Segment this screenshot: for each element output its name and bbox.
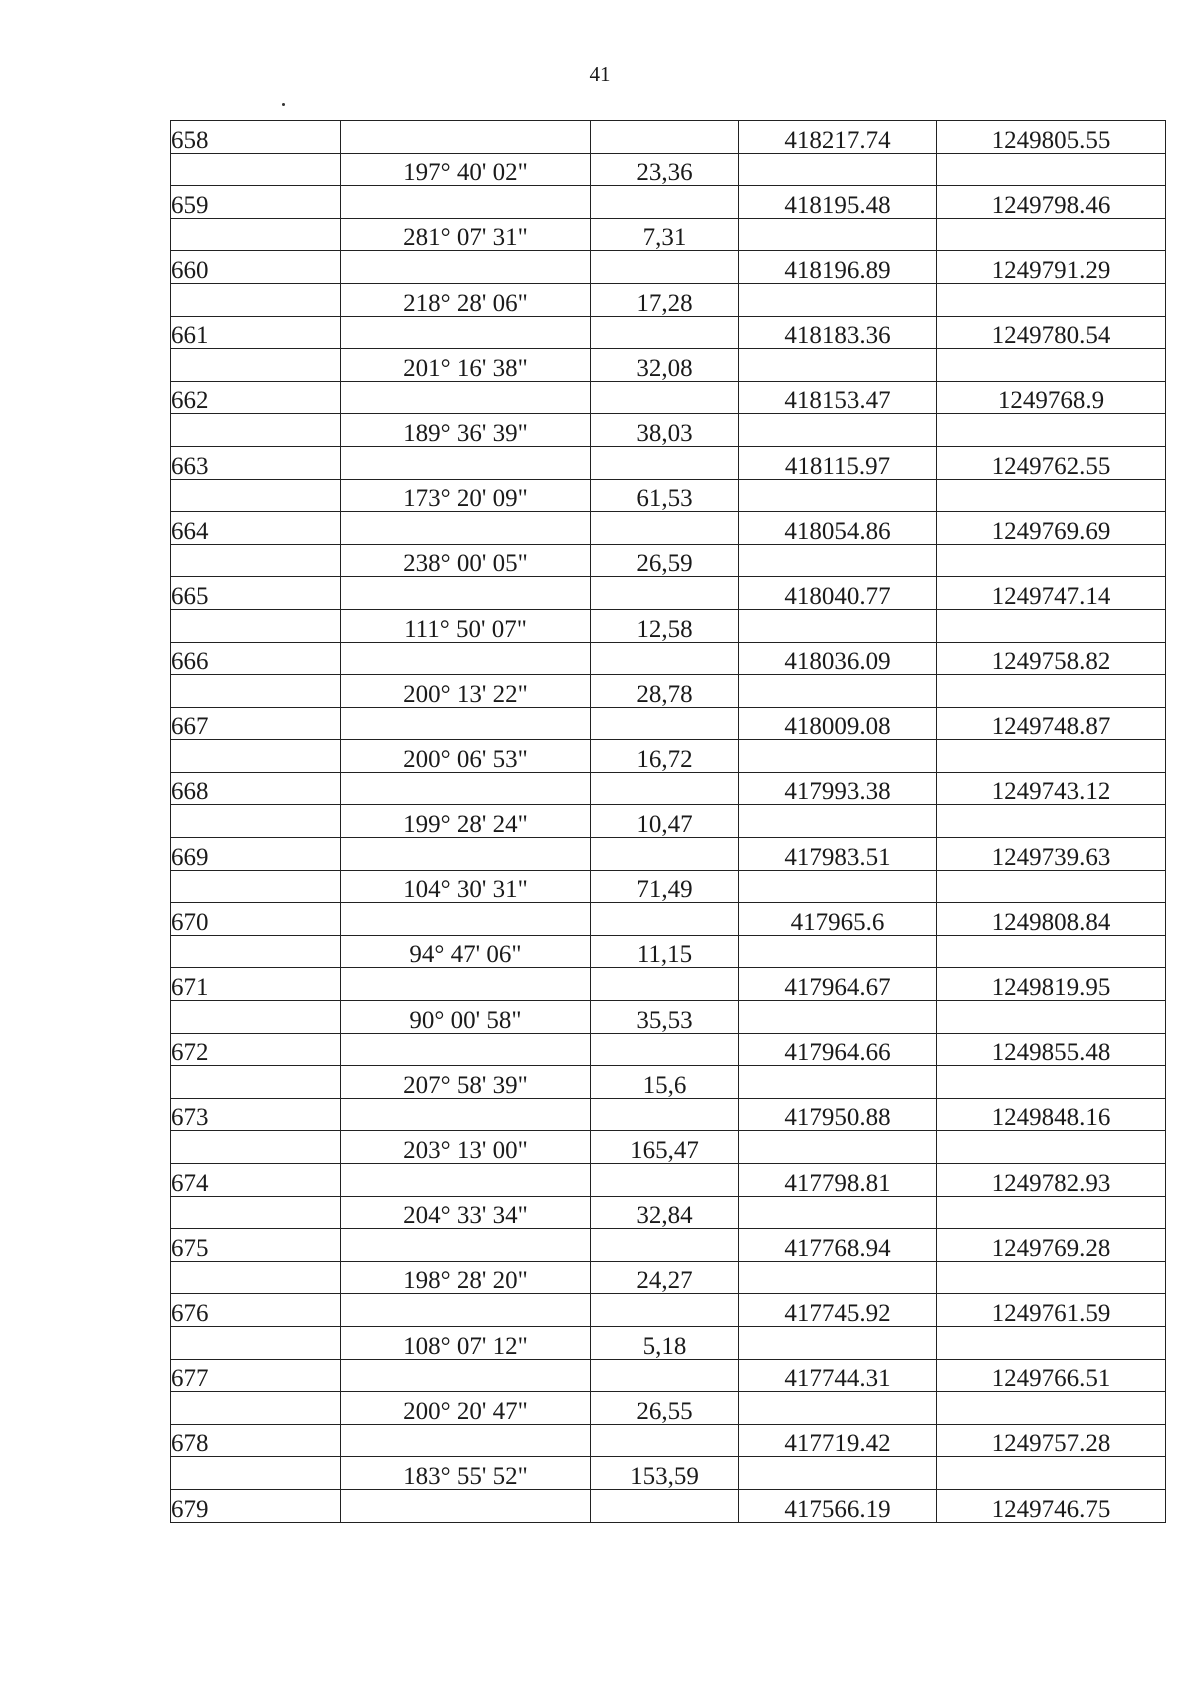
bearing-angle-cell	[341, 1164, 591, 1197]
point-number-cell: 674	[171, 1164, 341, 1197]
table-row	[171, 1033, 1166, 1066]
y-coordinate-cell	[937, 1392, 1166, 1425]
table-row	[171, 446, 1166, 479]
y-coordinate-cell: 1249747.14	[937, 577, 1166, 610]
x-coordinate-cell: 417745.92	[739, 1294, 937, 1327]
y-coordinate-cell	[937, 1001, 1166, 1034]
table-row	[171, 381, 1166, 414]
table-row	[171, 1164, 1166, 1197]
table-row	[171, 772, 1166, 805]
y-coordinate-cell: 1249762.55	[937, 446, 1166, 479]
distance-cell	[591, 1164, 739, 1197]
distance-cell	[591, 1489, 739, 1522]
point-number-cell: 675	[171, 1229, 341, 1262]
distance-cell	[591, 968, 739, 1001]
point-number-cell	[171, 609, 341, 642]
bearing-angle-cell	[341, 772, 591, 805]
bearing-angle-cell	[341, 446, 591, 479]
x-coordinate-cell	[739, 1457, 937, 1490]
y-coordinate-cell	[937, 1326, 1166, 1359]
x-coordinate-cell	[739, 153, 937, 186]
point-number-cell	[171, 544, 341, 577]
bearing-angle-cell: 197° 40' 02"	[341, 153, 591, 186]
bearing-angle-cell: 173° 20' 09"	[341, 479, 591, 512]
table-row	[171, 512, 1166, 545]
distance-cell: 15,6	[591, 1066, 739, 1099]
bearing-angle-cell	[341, 1229, 591, 1262]
point-number-cell: 668	[171, 772, 341, 805]
table-row	[171, 577, 1166, 610]
bearing-angle-cell: 111° 50' 07"	[341, 609, 591, 642]
y-coordinate-cell: 1249739.63	[937, 838, 1166, 871]
bearing-angle-cell	[341, 512, 591, 545]
table-row	[171, 479, 1166, 512]
point-number-cell: 667	[171, 707, 341, 740]
y-coordinate-cell: 1249746.75	[937, 1489, 1166, 1522]
y-coordinate-cell: 1249782.93	[937, 1164, 1166, 1197]
x-coordinate-cell: 418153.47	[739, 381, 937, 414]
point-number-cell	[171, 1066, 341, 1099]
distance-cell	[591, 1359, 739, 1392]
distance-cell: 26,59	[591, 544, 739, 577]
point-number-cell	[171, 1001, 341, 1034]
x-coordinate-cell: 417964.66	[739, 1033, 937, 1066]
x-coordinate-cell: 418009.08	[739, 707, 937, 740]
distance-cell	[591, 1424, 739, 1457]
distance-cell	[591, 251, 739, 284]
point-number-cell: 678	[171, 1424, 341, 1457]
x-coordinate-cell	[739, 479, 937, 512]
point-number-cell: 669	[171, 838, 341, 871]
y-coordinate-cell: 1249769.69	[937, 512, 1166, 545]
distance-cell: 23,36	[591, 153, 739, 186]
y-coordinate-cell: 1249819.95	[937, 968, 1166, 1001]
bearing-angle-cell	[341, 968, 591, 1001]
distance-cell	[591, 772, 739, 805]
table-row	[171, 740, 1166, 773]
table-row	[171, 1229, 1166, 1262]
point-number-cell	[171, 1326, 341, 1359]
bearing-angle-cell: 108° 07' 12"	[341, 1326, 591, 1359]
bearing-angle-cell	[341, 121, 591, 154]
x-coordinate-cell	[739, 1392, 937, 1425]
point-number-cell: 673	[171, 1098, 341, 1131]
table-row	[171, 707, 1166, 740]
point-number-cell	[171, 1457, 341, 1490]
distance-cell	[591, 903, 739, 936]
distance-cell: 165,47	[591, 1131, 739, 1164]
x-coordinate-cell: 417993.38	[739, 772, 937, 805]
bearing-angle-cell	[341, 1489, 591, 1522]
x-coordinate-cell	[739, 740, 937, 773]
x-coordinate-cell: 418183.36	[739, 316, 937, 349]
bearing-angle-cell	[341, 1424, 591, 1457]
point-number-cell	[171, 675, 341, 708]
table-row	[171, 1457, 1166, 1490]
point-number-cell: 676	[171, 1294, 341, 1327]
table-row	[171, 414, 1166, 447]
table-row	[171, 870, 1166, 903]
point-number-cell	[171, 1196, 341, 1229]
distance-cell: 32,84	[591, 1196, 739, 1229]
y-coordinate-cell: 1249766.51	[937, 1359, 1166, 1392]
y-coordinate-cell	[937, 1131, 1166, 1164]
bearing-angle-cell: 183° 55' 52"	[341, 1457, 591, 1490]
x-coordinate-cell	[739, 1196, 937, 1229]
table-row	[171, 838, 1166, 871]
table-row	[171, 1066, 1166, 1099]
y-coordinate-cell: 1249855.48	[937, 1033, 1166, 1066]
table-row	[171, 968, 1166, 1001]
point-number-cell	[171, 479, 341, 512]
bearing-angle-cell: 200° 06' 53"	[341, 740, 591, 773]
bearing-angle-cell: 201° 16' 38"	[341, 349, 591, 382]
y-coordinate-cell: 1249743.12	[937, 772, 1166, 805]
table-row	[171, 805, 1166, 838]
bearing-angle-cell: 199° 28' 24"	[341, 805, 591, 838]
x-coordinate-cell: 418115.97	[739, 446, 937, 479]
point-number-cell	[171, 1392, 341, 1425]
y-coordinate-cell	[937, 805, 1166, 838]
point-number-cell: 665	[171, 577, 341, 610]
y-coordinate-cell	[937, 349, 1166, 382]
table-row	[171, 1424, 1166, 1457]
bearing-angle-cell: 198° 28' 20"	[341, 1261, 591, 1294]
bearing-angle-cell: 104° 30' 31"	[341, 870, 591, 903]
distance-cell: 61,53	[591, 479, 739, 512]
x-coordinate-cell	[739, 1066, 937, 1099]
bearing-angle-cell: 218° 28' 06"	[341, 283, 591, 316]
point-number-cell: 671	[171, 968, 341, 1001]
x-coordinate-cell: 417719.42	[739, 1424, 937, 1457]
table-row	[171, 1359, 1166, 1392]
distance-cell: 5,18	[591, 1326, 739, 1359]
y-coordinate-cell	[937, 283, 1166, 316]
distance-cell	[591, 446, 739, 479]
x-coordinate-cell	[739, 609, 937, 642]
point-number-cell	[171, 805, 341, 838]
point-number-cell: 672	[171, 1033, 341, 1066]
table-row	[171, 283, 1166, 316]
table-row	[171, 251, 1166, 284]
bearing-angle-cell: 200° 13' 22"	[341, 675, 591, 708]
point-number-cell	[171, 283, 341, 316]
y-coordinate-cell	[937, 740, 1166, 773]
bearing-angle-cell: 90° 00' 58"	[341, 1001, 591, 1034]
distance-cell	[591, 642, 739, 675]
bearing-angle-cell	[341, 1098, 591, 1131]
bearing-angle-cell	[341, 903, 591, 936]
x-coordinate-cell: 418195.48	[739, 186, 937, 219]
point-number-cell: 670	[171, 903, 341, 936]
bearing-angle-cell	[341, 1033, 591, 1066]
point-number-cell	[171, 935, 341, 968]
distance-cell	[591, 707, 739, 740]
y-coordinate-cell: 1249798.46	[937, 186, 1166, 219]
table-row	[171, 935, 1166, 968]
point-number-cell: 666	[171, 642, 341, 675]
y-coordinate-cell: 1249758.82	[937, 642, 1166, 675]
bearing-angle-cell	[341, 316, 591, 349]
coordinates-table	[170, 120, 1166, 1523]
x-coordinate-cell: 417744.31	[739, 1359, 937, 1392]
y-coordinate-cell: 1249748.87	[937, 707, 1166, 740]
y-coordinate-cell	[937, 1066, 1166, 1099]
point-number-cell	[171, 870, 341, 903]
y-coordinate-cell	[937, 544, 1166, 577]
distance-cell: 38,03	[591, 414, 739, 447]
point-number-cell: 659	[171, 186, 341, 219]
table-row	[171, 1098, 1166, 1131]
distance-cell: 10,47	[591, 805, 739, 838]
coordinates-table-body	[171, 121, 1166, 1523]
distance-cell	[591, 316, 739, 349]
y-coordinate-cell	[937, 609, 1166, 642]
table-row	[171, 153, 1166, 186]
x-coordinate-cell: 418054.86	[739, 512, 937, 545]
table-row	[171, 1392, 1166, 1425]
table-row	[171, 544, 1166, 577]
distance-cell	[591, 577, 739, 610]
x-coordinate-cell	[739, 283, 937, 316]
y-coordinate-cell: 1249805.55	[937, 121, 1166, 154]
table-row	[171, 186, 1166, 219]
y-coordinate-cell: 1249768.9	[937, 381, 1166, 414]
bearing-angle-cell	[341, 1359, 591, 1392]
table-row	[171, 349, 1166, 382]
distance-cell	[591, 512, 739, 545]
bearing-angle-cell: 238° 00' 05"	[341, 544, 591, 577]
distance-cell: 7,31	[591, 218, 739, 251]
x-coordinate-cell	[739, 1001, 937, 1034]
bearing-angle-cell	[341, 642, 591, 675]
x-coordinate-cell: 417768.94	[739, 1229, 937, 1262]
bearing-angle-cell	[341, 577, 591, 610]
distance-cell: 71,49	[591, 870, 739, 903]
table-row	[171, 1489, 1166, 1522]
distance-cell: 11,15	[591, 935, 739, 968]
distance-cell: 35,53	[591, 1001, 739, 1034]
x-coordinate-cell: 417798.81	[739, 1164, 937, 1197]
y-coordinate-cell	[937, 675, 1166, 708]
distance-cell	[591, 1098, 739, 1131]
x-coordinate-cell: 418196.89	[739, 251, 937, 284]
point-number-cell	[171, 153, 341, 186]
table-row	[171, 1196, 1166, 1229]
point-number-cell	[171, 1131, 341, 1164]
point-number-cell: 660	[171, 251, 341, 284]
y-coordinate-cell	[937, 153, 1166, 186]
table-row	[171, 903, 1166, 936]
y-coordinate-cell	[937, 414, 1166, 447]
bearing-angle-cell: 281° 07' 31"	[341, 218, 591, 251]
y-coordinate-cell: 1249757.28	[937, 1424, 1166, 1457]
table-row	[171, 1131, 1166, 1164]
bearing-angle-cell: 200° 20' 47"	[341, 1392, 591, 1425]
point-number-cell	[171, 414, 341, 447]
y-coordinate-cell	[937, 479, 1166, 512]
y-coordinate-cell: 1249791.29	[937, 251, 1166, 284]
y-coordinate-cell	[937, 218, 1166, 251]
x-coordinate-cell	[739, 1131, 937, 1164]
table-row	[171, 675, 1166, 708]
x-coordinate-cell	[739, 805, 937, 838]
distance-cell	[591, 1229, 739, 1262]
bearing-angle-cell: 189° 36' 39"	[341, 414, 591, 447]
distance-cell: 153,59	[591, 1457, 739, 1490]
x-coordinate-cell	[739, 675, 937, 708]
x-coordinate-cell: 417950.88	[739, 1098, 937, 1131]
x-coordinate-cell	[739, 1326, 937, 1359]
point-number-cell: 679	[171, 1489, 341, 1522]
bearing-angle-cell	[341, 1294, 591, 1327]
distance-cell	[591, 1033, 739, 1066]
point-number-cell: 677	[171, 1359, 341, 1392]
y-coordinate-cell	[937, 1196, 1166, 1229]
distance-cell	[591, 186, 739, 219]
bearing-angle-cell	[341, 838, 591, 871]
distance-cell: 32,08	[591, 349, 739, 382]
table-row	[171, 1261, 1166, 1294]
table-row	[171, 1326, 1166, 1359]
bearing-angle-cell: 94° 47' 06"	[341, 935, 591, 968]
y-coordinate-cell	[937, 1261, 1166, 1294]
distance-cell: 17,28	[591, 283, 739, 316]
x-coordinate-cell: 417566.19	[739, 1489, 937, 1522]
distance-cell	[591, 121, 739, 154]
distance-cell	[591, 381, 739, 414]
x-coordinate-cell	[739, 935, 937, 968]
x-coordinate-cell: 418040.77	[739, 577, 937, 610]
distance-cell: 24,27	[591, 1261, 739, 1294]
table-row	[171, 1001, 1166, 1034]
bearing-angle-cell	[341, 251, 591, 284]
y-coordinate-cell	[937, 935, 1166, 968]
distance-cell: 12,58	[591, 609, 739, 642]
point-number-cell: 664	[171, 512, 341, 545]
bearing-angle-cell: 207° 58' 39"	[341, 1066, 591, 1099]
table-row	[171, 1294, 1166, 1327]
table-row	[171, 642, 1166, 675]
table-row	[171, 609, 1166, 642]
bearing-angle-cell	[341, 381, 591, 414]
table-row	[171, 218, 1166, 251]
y-coordinate-cell	[937, 1457, 1166, 1490]
distance-cell	[591, 1294, 739, 1327]
y-coordinate-cell: 1249848.16	[937, 1098, 1166, 1131]
point-number-cell: 661	[171, 316, 341, 349]
x-coordinate-cell	[739, 218, 937, 251]
y-coordinate-cell: 1249808.84	[937, 903, 1166, 936]
distance-cell: 16,72	[591, 740, 739, 773]
x-coordinate-cell	[739, 870, 937, 903]
x-coordinate-cell: 418217.74	[739, 121, 937, 154]
x-coordinate-cell: 417983.51	[739, 838, 937, 871]
x-coordinate-cell	[739, 349, 937, 382]
x-coordinate-cell: 417965.6	[739, 903, 937, 936]
point-number-cell	[171, 218, 341, 251]
x-coordinate-cell: 418036.09	[739, 642, 937, 675]
x-coordinate-cell	[739, 544, 937, 577]
distance-cell: 26,55	[591, 1392, 739, 1425]
point-number-cell	[171, 1261, 341, 1294]
bearing-angle-cell	[341, 186, 591, 219]
table-row	[171, 316, 1166, 349]
point-number-cell: 658	[171, 121, 341, 154]
point-number-cell: 663	[171, 446, 341, 479]
point-number-cell: 662	[171, 381, 341, 414]
point-number-cell	[171, 740, 341, 773]
point-number-cell	[171, 349, 341, 382]
y-coordinate-cell: 1249769.28	[937, 1229, 1166, 1262]
page-number: 41	[589, 62, 611, 86]
distance-cell: 28,78	[591, 675, 739, 708]
y-coordinate-cell: 1249780.54	[937, 316, 1166, 349]
distance-cell	[591, 838, 739, 871]
bearing-angle-cell: 204° 33' 34"	[341, 1196, 591, 1229]
bearing-angle-cell	[341, 707, 591, 740]
table-row	[171, 121, 1166, 154]
y-coordinate-cell	[937, 870, 1166, 903]
x-coordinate-cell	[739, 1261, 937, 1294]
scan-speck	[282, 103, 285, 106]
x-coordinate-cell	[739, 414, 937, 447]
x-coordinate-cell: 417964.67	[739, 968, 937, 1001]
y-coordinate-cell: 1249761.59	[937, 1294, 1166, 1327]
bearing-angle-cell: 203° 13' 00"	[341, 1131, 591, 1164]
